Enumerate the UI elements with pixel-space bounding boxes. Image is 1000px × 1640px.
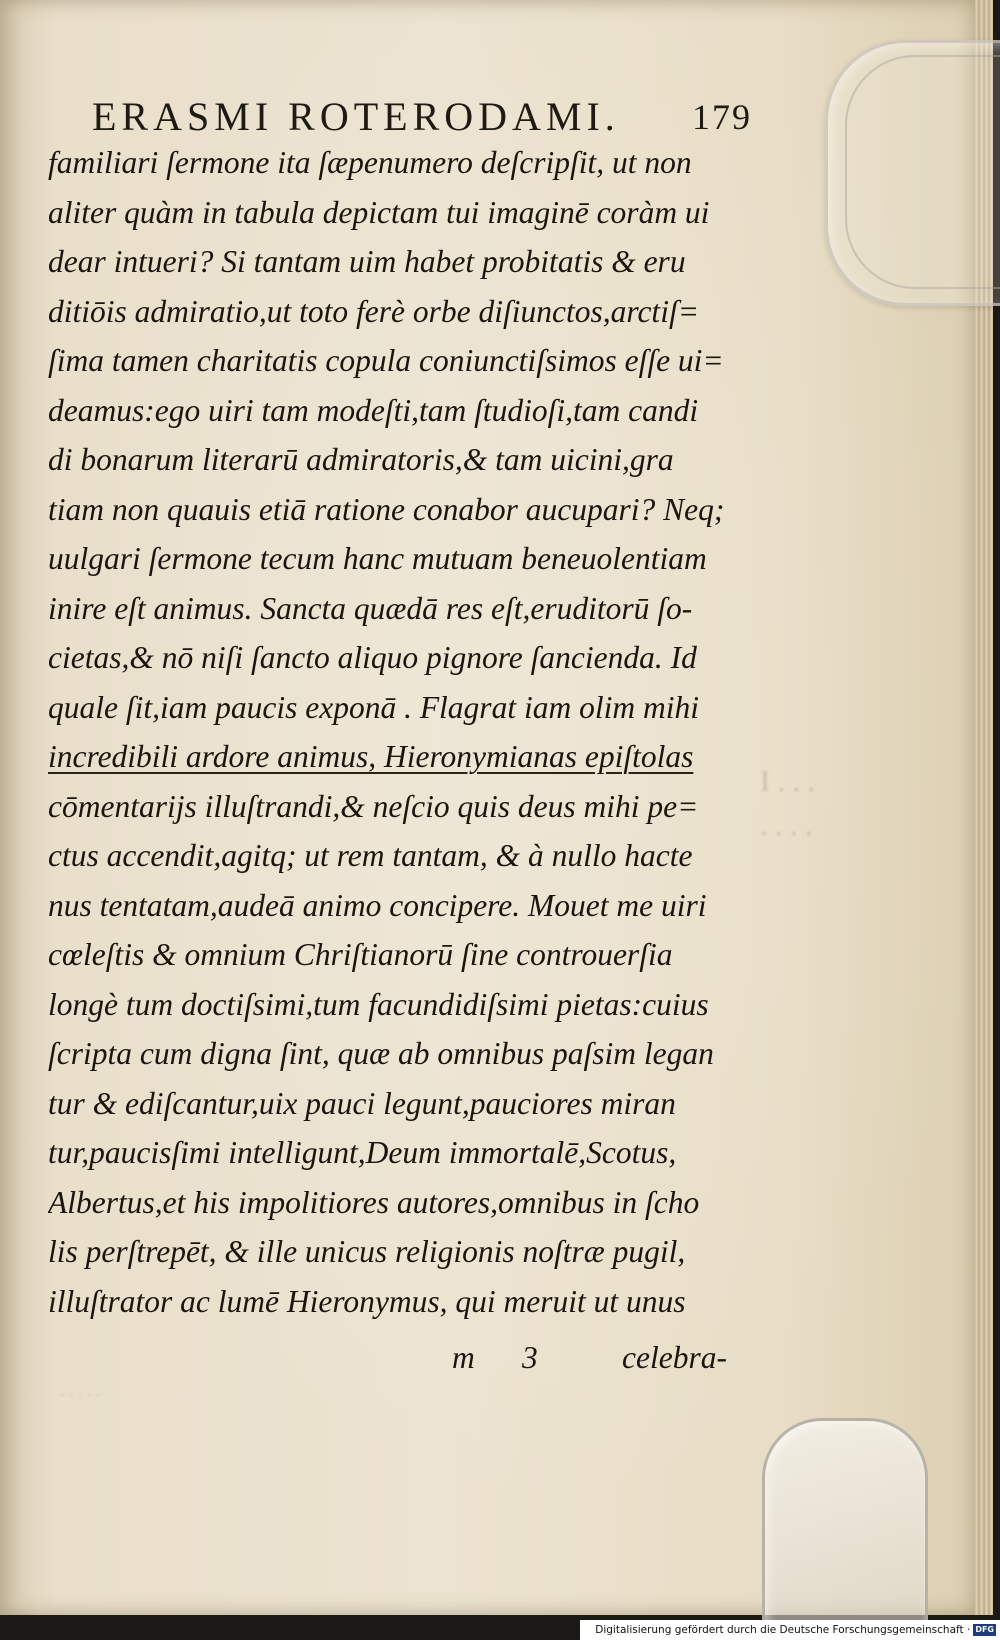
text-line-content: tur & ediſcantur,uix pauci legunt,pauciores miran <box>48 1085 676 1121</box>
text-line-content: inire eſt animus. Sancta quædā res eſt,eruditorū ſo- <box>48 590 693 626</box>
text-line-content: deamus:ego uiri tam modeſti,tam ſtudioſi,tam candi <box>48 392 699 428</box>
text-line-content: illuſtrator ac lumē Hieronymus, qui meruit ut unus <box>48 1283 686 1319</box>
text-line <box>48 1277 748 1327</box>
text-line <box>48 1178 748 1228</box>
text-line <box>48 683 748 733</box>
text-line-content: lis perſtrepēt, & ille unicus religionis noſtræ pugil, <box>48 1234 686 1269</box>
text-line <box>48 732 748 782</box>
text-line <box>48 435 748 485</box>
page-number: 179 <box>692 97 752 137</box>
text-line-content: tur,paucisſimi intelligunt,Deum immortalē,Scotus, <box>48 1135 677 1170</box>
text-line-content: cietas,& nō niſi ſancto aliquo pignore ſancienda. Id <box>48 640 697 675</box>
text-line <box>48 1029 748 1079</box>
body-text <box>48 138 748 1326</box>
text-line-content: ſcripta cum digna ſint, quæ ab omnibus paſsim legan <box>48 1036 714 1071</box>
text-line <box>48 633 748 683</box>
text-line-content: nus tentatam,audeā animo concipere. Mouet me uiri <box>48 887 707 923</box>
text-line <box>48 534 748 584</box>
text-line <box>48 980 748 1030</box>
text-line <box>48 336 748 386</box>
text-line <box>48 138 748 188</box>
text-line <box>48 1128 748 1178</box>
credit-text: Digitalisierung gefördert durch die Deutsche Forschungsgemeinschaft · <box>595 1624 971 1636</box>
text-line-content: longè tum doctiſsimi,tum facundidiſsimi pietas:cuius <box>48 986 709 1022</box>
digitization-credit <box>580 1620 1000 1640</box>
signature-number: 3 <box>522 1340 538 1375</box>
text-line <box>48 831 748 881</box>
show-through-text-lower: . . . . . <box>60 1380 101 1400</box>
text-line-content: aliter quàm in tabula depictam tui imaginē coràm ui <box>48 194 710 230</box>
text-line-content: ctus accendit,agitq; ut rem tantam, & à nullo hacte <box>48 838 693 873</box>
book-clip-top-inner <box>845 55 1000 289</box>
text-line <box>48 287 748 337</box>
text-line-content-underlined: incredibili ardore animus, Hieronymianas epiſtolas <box>48 739 694 774</box>
text-line-content: cœleſtis & omnium Chriſtianorū ſine controuerſia <box>48 937 673 972</box>
dfg-logo: DFG <box>975 1625 994 1634</box>
text-line <box>48 584 748 634</box>
running-title: ERASMI ROTERODAMI. <box>92 94 620 139</box>
signature-mark: m <box>452 1340 475 1375</box>
text-line <box>48 485 748 535</box>
text-line <box>48 881 748 931</box>
text-line-content: quale ſit,iam paucis exponā . Flagrat iam olim mihi <box>48 689 699 725</box>
text-line <box>48 930 748 980</box>
book-clip-bottom <box>762 1418 928 1640</box>
text-line-content: di bonarum literarū admiratoris,& tam uicini,gra <box>48 442 674 477</box>
page-header <box>92 92 752 142</box>
text-line-content: uulgari ſermone tecum hanc mutuam beneuolentiam <box>48 541 707 576</box>
text-line-content: familiari ſermone ita ſæpenumero deſcripſit, ut non <box>48 145 692 180</box>
text-line <box>48 237 748 287</box>
text-line <box>48 782 748 832</box>
text-line <box>48 1079 748 1129</box>
text-line-content: dear intueri? Si tantam uim habet probitatis & eru <box>48 244 686 279</box>
text-line-content: ſima tamen charitatis copula coniunctiſsimos eſſe ui= <box>48 343 724 378</box>
text-line-content: tiam non quauis etiā ratione conabor aucupari? Neq; <box>48 491 725 527</box>
text-line <box>48 386 748 436</box>
text-line-content: ditiōis admiratio,ut toto ferè orbe diſiunctos,arctiſ= <box>48 293 699 329</box>
catchword: celebra- <box>622 1340 727 1375</box>
page-footer <box>0 1340 975 1390</box>
show-through-text: I . . . . . . . <box>760 765 815 842</box>
text-line-content: Albertus,et his impolitiores autores,omnibus in ſcho <box>48 1184 700 1220</box>
text-line <box>48 188 748 238</box>
text-line <box>48 1227 748 1277</box>
text-line-content: cōmentarijs illuſtrandi,& neſcio quis deus mihi pe= <box>48 788 699 824</box>
